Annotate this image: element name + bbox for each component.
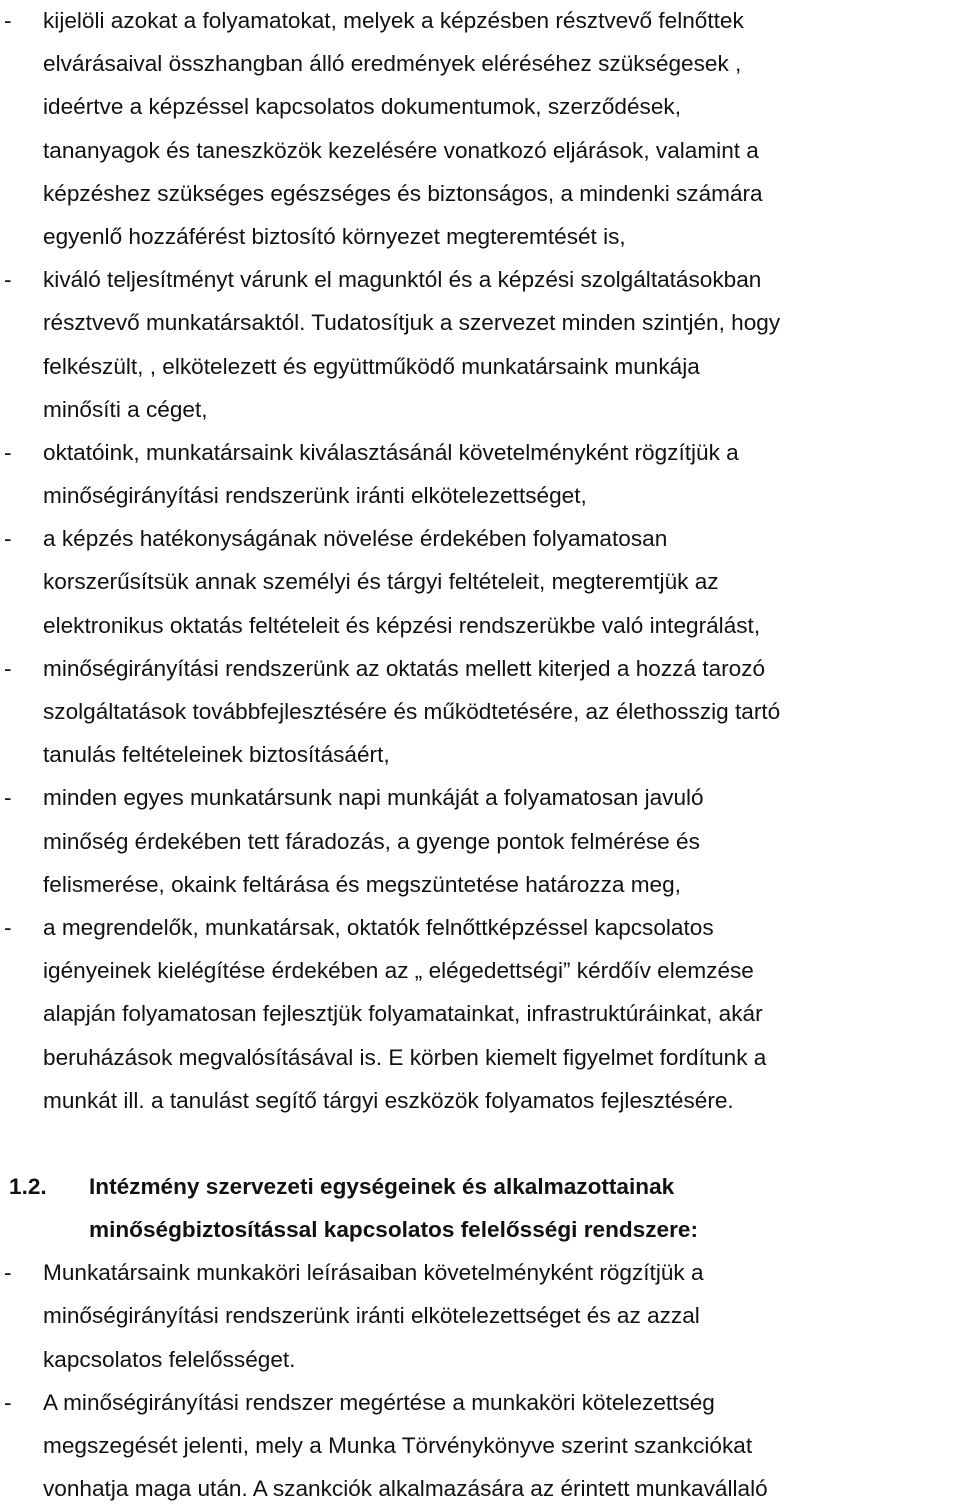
list-item-5 bbox=[0, 776, 960, 906]
text-line: korszerűsítsük annak személyi és tárgyi feltételeit, megteremtjük az bbox=[43, 569, 719, 595]
text-line: Munkatársaink munkaköri leírásaiban követelményként rögzítjük a bbox=[43, 1260, 704, 1286]
section-title-line: Intézmény szervezeti egységeinek és alkalmazottainak bbox=[89, 1173, 675, 1199]
text-line: résztvevő munkatársaktól. Tudatosítjuk a szervezet minden szintjén, hogy bbox=[43, 310, 781, 336]
text-line: felkészült, , elkötelezett és együttműködő munkatársaink munkája bbox=[43, 353, 700, 379]
bullet-dash: - bbox=[4, 439, 12, 465]
bullet-dash: - bbox=[4, 655, 12, 681]
text-line: kijelöli azokat a folyamatokat, melyek a képzésben résztvevő felnőttek bbox=[43, 8, 744, 33]
bullet-dash: - bbox=[4, 8, 12, 33]
bullet-dash: - bbox=[4, 914, 12, 940]
text-line: A minőségirányítási rendszer megértése a munkaköri kötelezettség bbox=[43, 1389, 715, 1415]
text-line: elvárásaival összhangban álló eredmények eléréséhez szükségesek , bbox=[43, 51, 742, 77]
text-line: tananyagok és taneszközök kezelésére vonatkozó eljárások, valamint a bbox=[43, 137, 759, 163]
text-line: felismerése, okaink feltárása és megszüntetése határozza meg, bbox=[43, 871, 681, 897]
section-heading bbox=[0, 1165, 960, 1251]
bullet-dash: - bbox=[4, 267, 12, 293]
text-line: a képzés hatékonyságának növelése érdekében folyamatosan bbox=[43, 526, 668, 552]
text-line: minőség érdekében tett fáradozás, a gyenge pontok felmérése és bbox=[43, 828, 700, 854]
list-item-8 bbox=[0, 1381, 960, 1510]
text-line: megszegését jelenti, mely a Munka Törvénykönyve szerint szankciókat bbox=[43, 1433, 753, 1458]
text-line: minőségirányítási rendszerünk iránti elkötelezettséget, bbox=[43, 483, 587, 509]
list-item-2 bbox=[0, 431, 960, 517]
text-line: tanulás feltételeinek biztosításáért, bbox=[43, 742, 390, 768]
text-line: minőségirányítási rendszerünk iránti elkötelezettséget és az azzal bbox=[43, 1303, 700, 1329]
bullet-dash: - bbox=[4, 1389, 12, 1415]
list-item-1 bbox=[0, 258, 960, 431]
text-line: szolgáltatások továbbfejlesztésére és működtetésére, az élethosszig tartó bbox=[43, 699, 781, 724]
section-title-line: minőségbiztosítással kapcsolatos felelősségi rendszere: bbox=[89, 1217, 698, 1243]
section-number: 1.2. bbox=[9, 1173, 47, 1199]
text-line: oktatóink, munkatársaink kiválasztásánál követelményként rögzítjük a bbox=[43, 439, 739, 465]
text-line: minőségirányítási rendszerünk az oktatás mellett kiterjed a hozzá tarozó bbox=[43, 655, 766, 681]
list-item-4 bbox=[0, 647, 960, 777]
text-line: képzéshez szükséges egészséges és biztonságos, a mindenki számára bbox=[43, 180, 763, 206]
list-item-6 bbox=[0, 906, 960, 1122]
text-line: ideértve a képzéssel kapcsolatos dokumentumok, szerződések, bbox=[43, 94, 681, 120]
text-line: beruházások megvalósításával is. E körben kiemelt figyelmet fordítunk a bbox=[43, 1044, 767, 1070]
text-line: igényeinek kielégítése érdekében az „ elégedettségi” kérdőív elemzése bbox=[43, 958, 754, 984]
text-line: elektronikus oktatás feltételeit és képzési rendszerükbe való integrálást, bbox=[43, 612, 761, 638]
text-line: munkát ill. a tanulást segítő tárgyi eszközök folyamatos fejlesztésére. bbox=[43, 1087, 734, 1113]
text-line: kapcsolatos felelősséget. bbox=[43, 1346, 296, 1372]
text-line: kiváló teljesítményt várunk el magunktól és a képzési szolgáltatásokban bbox=[43, 267, 762, 293]
list-item-0 bbox=[0, 0, 960, 258]
text-line: a megrendelők, munkatársak, oktatók felnőttképzéssel kapcsolatos bbox=[43, 914, 714, 940]
list-item-3 bbox=[0, 517, 960, 647]
text-line: egyenlő hozzáférést biztosító környezet megteremtését is, bbox=[43, 223, 626, 249]
bullet-dash: - bbox=[4, 526, 12, 552]
text-line: vonhatja maga után. A szankciók alkalmazására az érintett munkavállaló bbox=[43, 1476, 768, 1502]
bullet-dash: - bbox=[4, 1260, 12, 1286]
text-line: alapján folyamatosan fejlesztjük folyamatainkat, infrastruktúráinkat, akár bbox=[43, 1001, 763, 1027]
list-item-7 bbox=[0, 1251, 960, 1381]
bullet-dash: - bbox=[4, 785, 12, 811]
text-line: minden egyes munkatársunk napi munkáját a folyamatosan javuló bbox=[43, 785, 704, 811]
text-line: minősíti a céget, bbox=[43, 396, 208, 422]
